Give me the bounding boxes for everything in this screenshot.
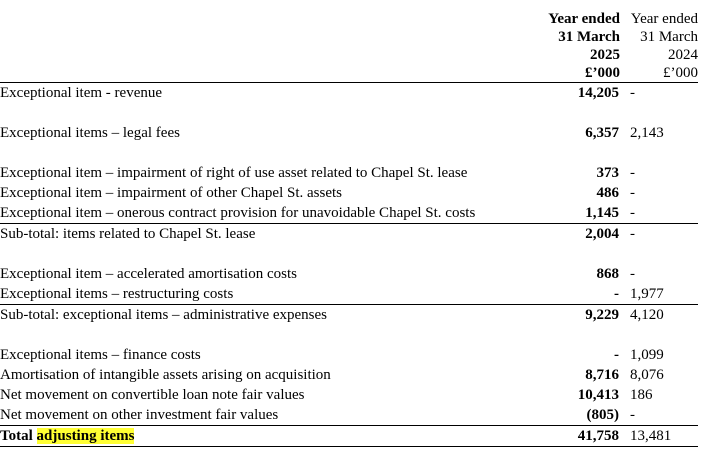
subtotal-current-year: 2,004 bbox=[540, 224, 624, 245]
row-label: Exceptional items – legal fees bbox=[0, 125, 180, 141]
row-prior-year: - bbox=[630, 407, 635, 423]
row-label: Exceptional item – impairment of right of use asset related to Chapel St. lease bbox=[0, 165, 468, 181]
row-current-year: 6,357 bbox=[585, 125, 619, 141]
spacer-row bbox=[0, 143, 698, 163]
row-current-year: 486 bbox=[596, 185, 619, 201]
row-label: Exceptional item – onerous contract provision for unavoidable Chapel St. costs bbox=[0, 205, 476, 221]
row-prior-year: - bbox=[630, 85, 635, 101]
row-current-year: 868 bbox=[596, 266, 619, 282]
row-prior-year: 8,076 bbox=[630, 367, 664, 383]
row-prior-year: 1,099 bbox=[630, 347, 664, 363]
row-prior-year: - bbox=[630, 266, 635, 282]
table-row bbox=[0, 385, 698, 405]
table-row bbox=[0, 163, 698, 183]
table-row bbox=[0, 284, 698, 305]
current-year-header-line-3: 2025 bbox=[590, 47, 620, 63]
table-row bbox=[0, 405, 698, 426]
table-row bbox=[0, 365, 698, 385]
row-prior-year: - bbox=[630, 205, 635, 221]
row-prior-year: - bbox=[630, 185, 635, 201]
table-row bbox=[0, 264, 698, 284]
total-current-year: 41,758 bbox=[540, 426, 624, 447]
row-label: Exceptional items – restructuring costs bbox=[0, 286, 234, 302]
total-label bbox=[0, 426, 540, 447]
row-prior-year: 2,143 bbox=[630, 125, 664, 141]
row-label: Net movement on other investment fair values bbox=[0, 407, 279, 423]
total-label-prefix: Total bbox=[0, 428, 33, 444]
row-current-year: 14,205 bbox=[577, 85, 619, 101]
row-prior-year: 1,977 bbox=[630, 286, 664, 302]
subtotal-prior-year: - bbox=[624, 224, 698, 245]
row-label: Exceptional item - revenue bbox=[0, 85, 163, 101]
row-current-year: 10,413 bbox=[577, 387, 619, 403]
row-prior-year: 186 bbox=[630, 387, 653, 403]
spacer-row bbox=[0, 325, 698, 345]
prior-year-units: £’000 bbox=[624, 64, 698, 83]
total-prior-year: 13,481 bbox=[624, 426, 698, 447]
row-current-year: - bbox=[614, 347, 619, 363]
row-current-year: 373 bbox=[596, 165, 619, 181]
row-label: Amortisation of intangible assets arising on acquisition bbox=[0, 367, 331, 383]
current-year-header-line-2: 31 March bbox=[558, 29, 620, 45]
row-label: Exceptional items – finance costs bbox=[0, 347, 201, 363]
subtotal-label: Sub-total: items related to Chapel St. lease bbox=[0, 224, 540, 245]
header-row bbox=[0, 10, 698, 28]
row-label: Net movement on convertible loan note fair values bbox=[0, 387, 305, 403]
prior-year-header-line-3: 2024 bbox=[668, 47, 698, 63]
total-row bbox=[0, 426, 698, 447]
prior-year-header-line-1: Year ended bbox=[630, 11, 698, 27]
current-year-units: £’000 bbox=[540, 64, 624, 83]
table-row bbox=[0, 183, 698, 203]
row-current-year: 1,145 bbox=[585, 205, 619, 221]
spacer-row bbox=[0, 244, 698, 264]
subtotal-row bbox=[0, 305, 698, 326]
row-prior-year: - bbox=[630, 165, 635, 181]
table-row bbox=[0, 83, 698, 104]
subtotal-label: Sub-total: exceptional items – administrative expenses bbox=[0, 305, 540, 326]
subtotal-current-year: 9,229 bbox=[540, 305, 624, 326]
table-row bbox=[0, 345, 698, 365]
adjusting-items-table bbox=[0, 10, 698, 447]
row-label: Exceptional item – impairment of other Chapel St. assets bbox=[0, 185, 343, 201]
highlighted-text: adjusting items bbox=[36, 428, 135, 444]
subtotal-prior-year: 4,120 bbox=[624, 305, 698, 326]
row-current-year: 8,716 bbox=[585, 367, 619, 383]
current-year-header-line-1: Year ended bbox=[548, 11, 620, 27]
subtotal-row bbox=[0, 224, 698, 245]
row-label: Exceptional item – accelerated amortisation costs bbox=[0, 266, 297, 282]
table-row bbox=[0, 203, 698, 224]
prior-year-header-line-2: 31 March bbox=[640, 29, 698, 45]
table-row bbox=[0, 123, 698, 143]
spacer-row bbox=[0, 103, 698, 123]
row-current-year: (805) bbox=[586, 407, 619, 423]
row-current-year: - bbox=[614, 286, 619, 302]
